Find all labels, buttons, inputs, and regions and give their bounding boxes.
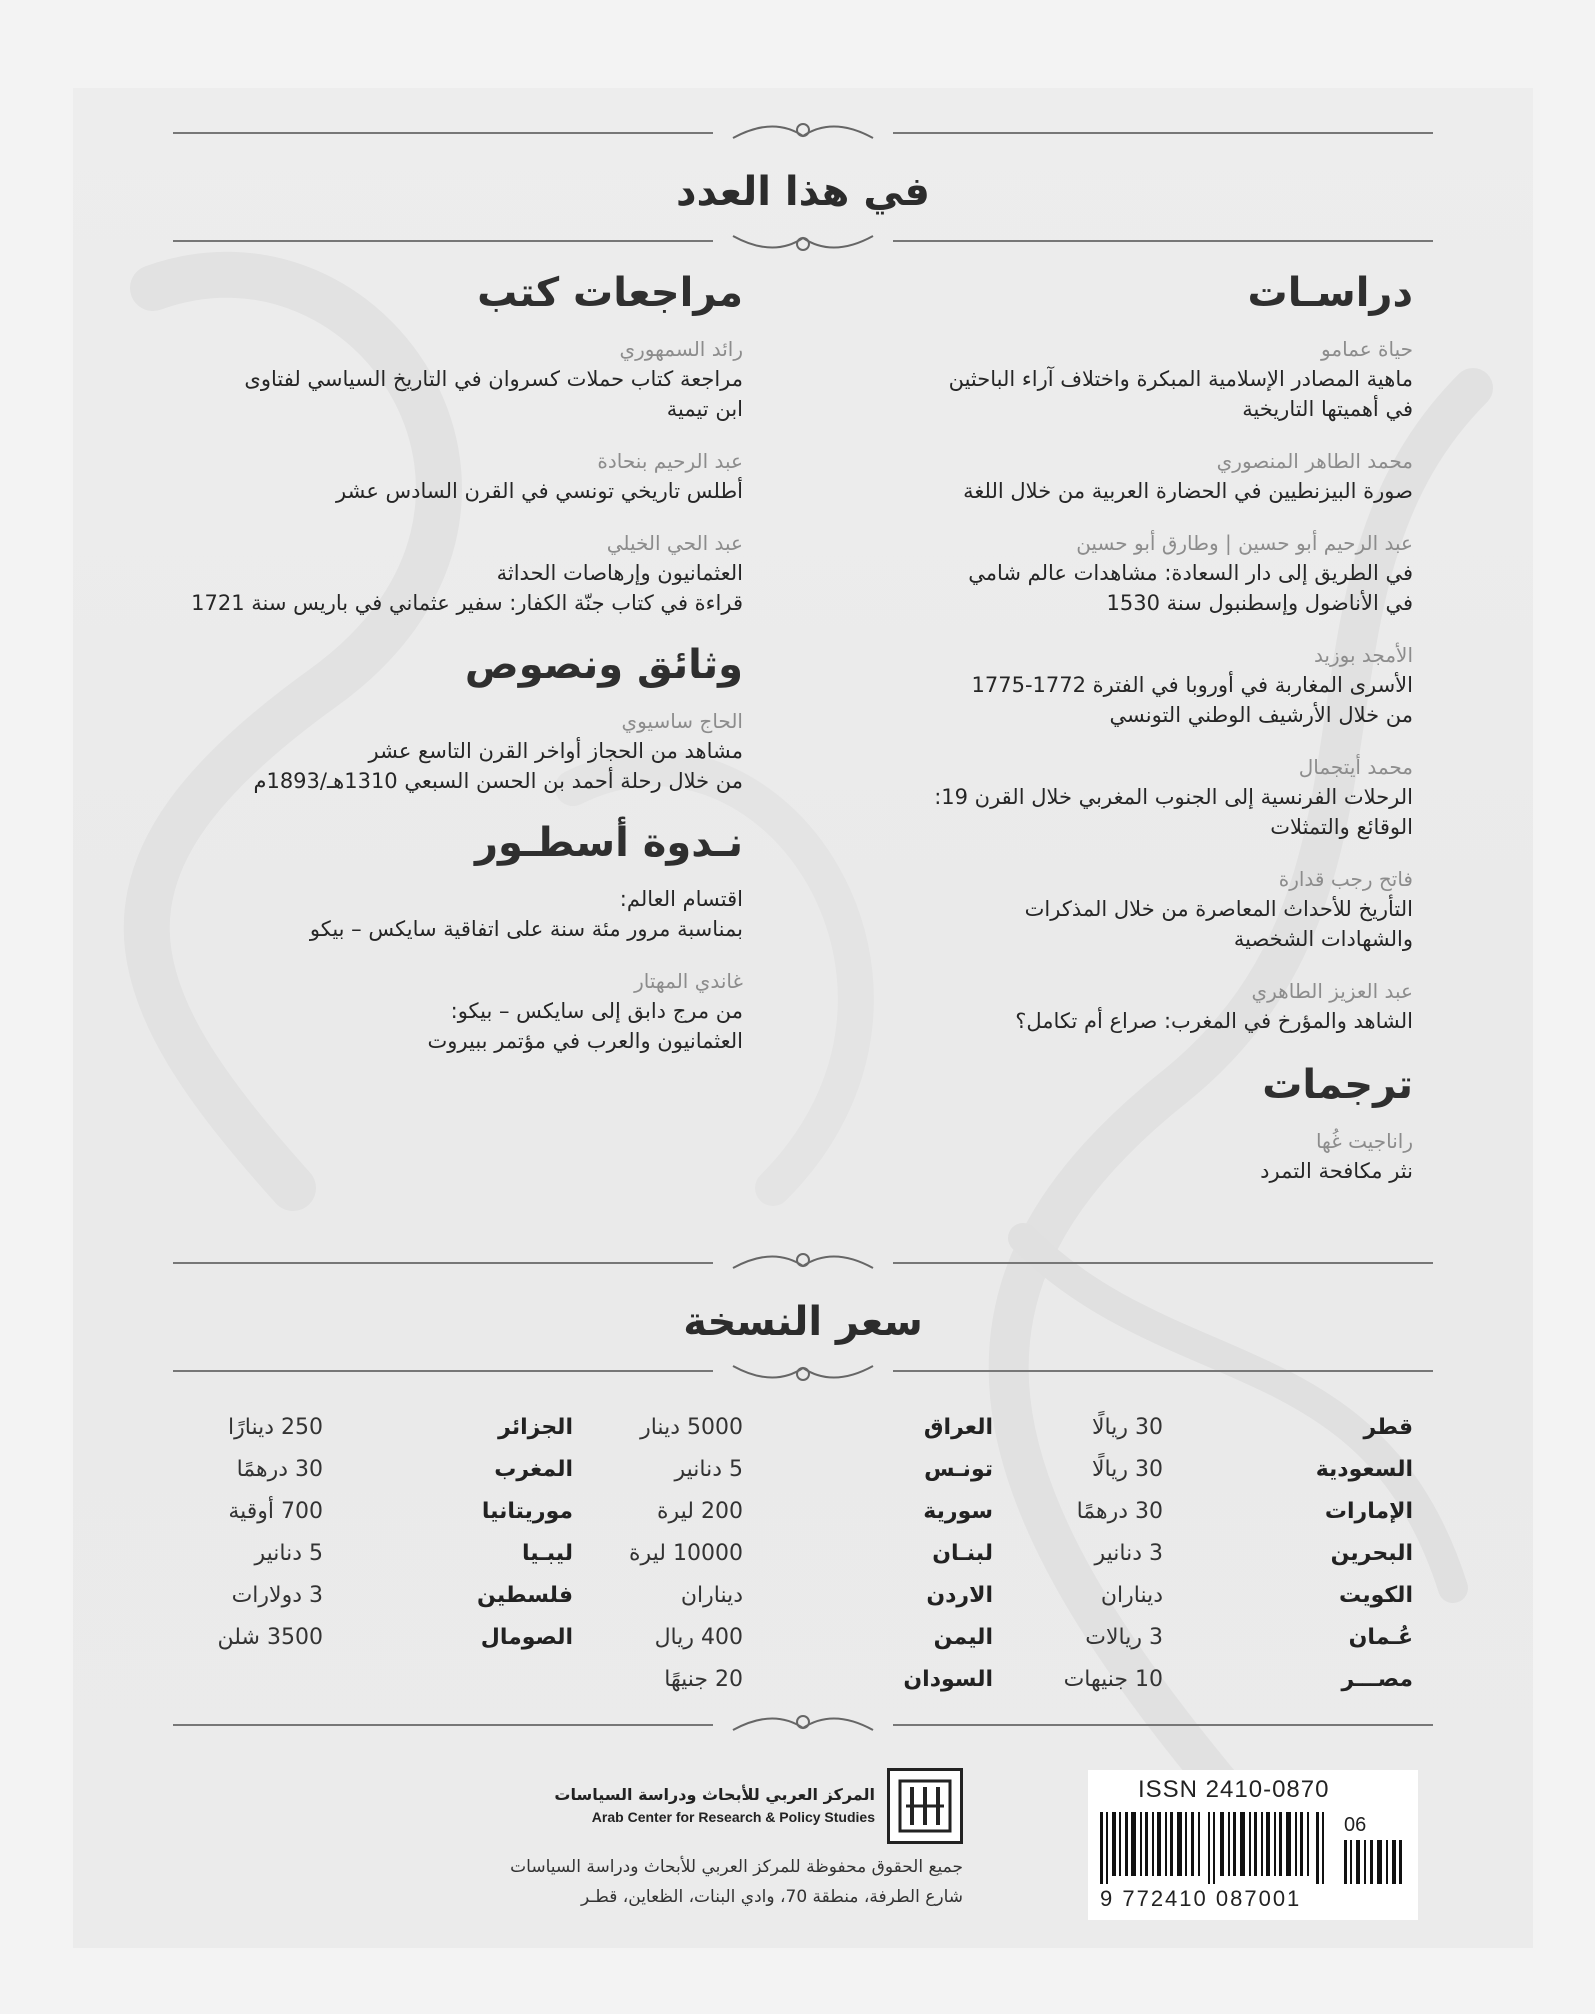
list-item [853,334,1413,424]
article-title-line2: والشهادات الشخصية [1233,927,1413,951]
price: 30 درهمًا [236,1456,323,1482]
price-column [613,1406,993,1700]
table-row [1033,1574,1413,1616]
table-row [1033,1490,1413,1532]
table-row [1033,1448,1413,1490]
country: العراق [923,1414,993,1440]
price: 10000 ليرة [629,1540,743,1566]
price: 250 دينارًا [228,1414,323,1440]
price: 10 جنيهات [1063,1666,1163,1692]
table-row [613,1532,993,1574]
author: راناجيت غُها [1315,1129,1413,1153]
table-row [193,1532,573,1574]
list-item [853,864,1413,954]
price: 20 جنيهًا [664,1666,743,1692]
symposium-intro-line2: بمناسبة مرور مئة سنة على اتفاقية سايكس – بيكو [309,917,743,941]
article-title: أطلس تاريخي تونسي في القرن السادس عشر [336,479,743,503]
table-row [193,1574,573,1616]
author: عبد الحي الخيلي [606,531,743,555]
article-title: من مرج دابق إلى سايكس – بيكو: [450,999,743,1023]
country: ليبـيا [522,1540,573,1566]
price: ديناران [680,1582,743,1608]
ornament-divider [173,1248,1433,1278]
price: 3 دنانير [1094,1540,1163,1566]
price: 200 ليرة [657,1498,743,1524]
country: الصومال [480,1624,573,1650]
list-item [853,752,1413,842]
publisher-name-en: Arab Center for Research & Policy Studies [591,1809,875,1825]
price: 3 دولارات [231,1582,323,1608]
rights-notice [510,1852,963,1912]
author: الأمجد بوزيد [1313,643,1413,667]
table-row [613,1616,993,1658]
author: فاتح رجب قدارة [1278,867,1413,891]
table-row [613,1448,993,1490]
table-row [193,1406,573,1448]
country: مصـــر [1341,1666,1413,1692]
country: موريتانيا [481,1498,573,1524]
article-title: مراجعة كتاب حملات كسروان في التاريخ السياسي لفتاوى [244,367,743,391]
author: غاندي المهتار [634,969,743,993]
article-title: العثمانيون وإرهاصات الحداثة [496,561,743,585]
symposium-title: نـدوة أسطـور [475,820,743,866]
price-heading: سعر النسخة [683,1299,923,1345]
country: الإمارات [1324,1498,1413,1524]
price: 3500 شلن [217,1624,323,1650]
country: المغرب [494,1456,573,1482]
price: 400 ريال [654,1624,743,1650]
reviews-title: مراجعات كتب [477,270,743,316]
column-right [853,268,1413,1208]
price-table [193,1406,1413,1700]
author: محمد أيتجمال [1298,755,1413,779]
table-row [1033,1406,1413,1448]
table-row [193,1490,573,1532]
article-title: في الطريق إلى دار السعادة: مشاهدات عالم شامي [968,561,1413,585]
barcode-addon-bars [1344,1840,1404,1884]
ornament-divider [173,226,1433,256]
publisher-address: شارع الطرفة، منطقة 70، وادي البنات، الظعاين، قطـر [580,1887,963,1907]
list-item [853,446,1413,506]
article-title: الرحلات الفرنسية إلى الجنوب المغربي خلال القرن 19: [934,785,1413,809]
article-title: مشاهد من الحجاز أواخر القرن التاسع عشر [368,739,743,763]
author: عبد الرحيم بنحادة [597,449,743,473]
author: الحاج ساسيوي [621,709,743,733]
price: 5 دنانير [674,1456,743,1482]
barcode [1088,1770,1418,1920]
list-item [183,706,743,796]
ornament-divider [173,118,1433,148]
list-item [853,1126,1413,1186]
back-cover [73,88,1533,1948]
price: 5 دنانير [254,1540,323,1566]
ornament-divider [173,1356,1433,1386]
symposium-intro-line1: اقتسام العالم: [619,887,743,911]
country: اليمن [933,1624,993,1650]
price: 30 ريالًا [1092,1414,1163,1440]
article-title-line2: الوقائع والتمثلات [1270,815,1413,839]
article-title-line2: من خلال الأرشيف الوطني التونسي [1109,703,1413,727]
table-row [1033,1532,1413,1574]
ornament-divider [173,1710,1433,1740]
country: السعودية [1315,1456,1413,1482]
country: تونـس [924,1456,993,1482]
price: ديناران [1100,1582,1163,1608]
article-title-line2: من خلال رحلة أحمد بن الحسن السبعي 1310هـ/1893م [253,769,743,793]
barcode-digits: 9 772410 087001 [1100,1886,1302,1911]
country: قطر [1363,1414,1413,1440]
country: الجزائر [498,1414,573,1440]
rights-text: جميع الحقوق محفوظة للمركز العربي للأبحاث ودراسة السياسات [510,1857,963,1877]
list-item [853,528,1413,618]
issue-contents-heading: في هذا العدد [675,169,930,215]
article-title-line2: العثمانيون والعرب في مؤتمر ببيروت [427,1029,743,1053]
price-column [1033,1406,1413,1700]
author: رائد السمهوري [619,337,743,361]
publisher-logo [554,1768,963,1844]
price: 30 ريالًا [1092,1456,1163,1482]
list-item [183,334,743,424]
list-item [183,446,743,506]
article-title: الشاهد والمؤرخ في المغرب: صراع أم تكامل؟ [1015,1009,1413,1033]
country: الاردن [926,1582,993,1608]
price-column [193,1406,573,1700]
list-item [853,640,1413,730]
barcode-bars [1100,1812,1330,1884]
publisher-logo-icon [887,1768,963,1844]
country: الكويت [1339,1582,1413,1608]
list-item [183,966,743,1056]
table-row [1033,1658,1413,1700]
price: 700 أوقية [228,1498,323,1524]
table-row [193,1616,573,1658]
article-title: نثر مكافحة التمرد [1260,1159,1413,1183]
barcode-addon: 06 [1344,1814,1367,1836]
article-title-line2: ابن تيمية [666,397,743,421]
table-row [1033,1616,1413,1658]
issn: ISSN 2410-0870 [1138,1776,1330,1803]
country: سورية [923,1498,993,1524]
country: لبنـان [932,1540,993,1566]
author: عبد العزيز الطاهري [1251,979,1413,1003]
article-title: ماهية المصادر الإسلامية المبكرة واختلاف آراء الباحثين [948,367,1413,391]
table-row [613,1658,993,1700]
translations-title: ترجمات [1262,1062,1413,1108]
country: فلسطين [477,1582,573,1608]
studies-title: دراسـات [1247,270,1413,316]
article-title: التأريخ للأحداث المعاصرة من خلال المذكرات [1024,897,1413,921]
list-item [183,528,743,618]
table-row [613,1406,993,1448]
price: 3 ريالات [1085,1624,1163,1650]
article-title-line2: في الأناضول وإسطنبول سنة 1530 [1106,591,1413,615]
documents-title: وثائق ونصوص [464,642,743,688]
column-left [183,268,743,1078]
price: 30 درهمًا [1076,1498,1163,1524]
country: عُـمان [1348,1624,1413,1650]
symposium-intro [183,884,743,944]
country: البحرين [1330,1540,1413,1566]
table-row [193,1448,573,1490]
table-row [613,1574,993,1616]
table-row [613,1490,993,1532]
article-title-line2: قراءة في كتاب جنّة الكفار: سفير عثماني في باريس سنة 1721 [191,591,743,615]
author: محمد الطاهر المنصوري [1216,449,1413,473]
publisher-name-ar: المركز العربي للأبحاث ودراسة السياسات [554,1785,875,1804]
article-title: الأسرى المغاربة في أوروبا في الفترة 1772-1775 [971,673,1413,697]
list-item [853,976,1413,1036]
author: حياة عمامو [1321,337,1413,361]
author: عبد الرحيم أبو حسين | وطارق أبو حسين [1076,531,1413,555]
article-title: صورة البيزنطيين في الحضارة العربية من خلال اللغة [963,479,1413,503]
country: السودان [903,1666,993,1692]
price: 5000 دينار [640,1414,743,1440]
article-title-line2: في أهميتها التاريخية [1242,397,1413,421]
